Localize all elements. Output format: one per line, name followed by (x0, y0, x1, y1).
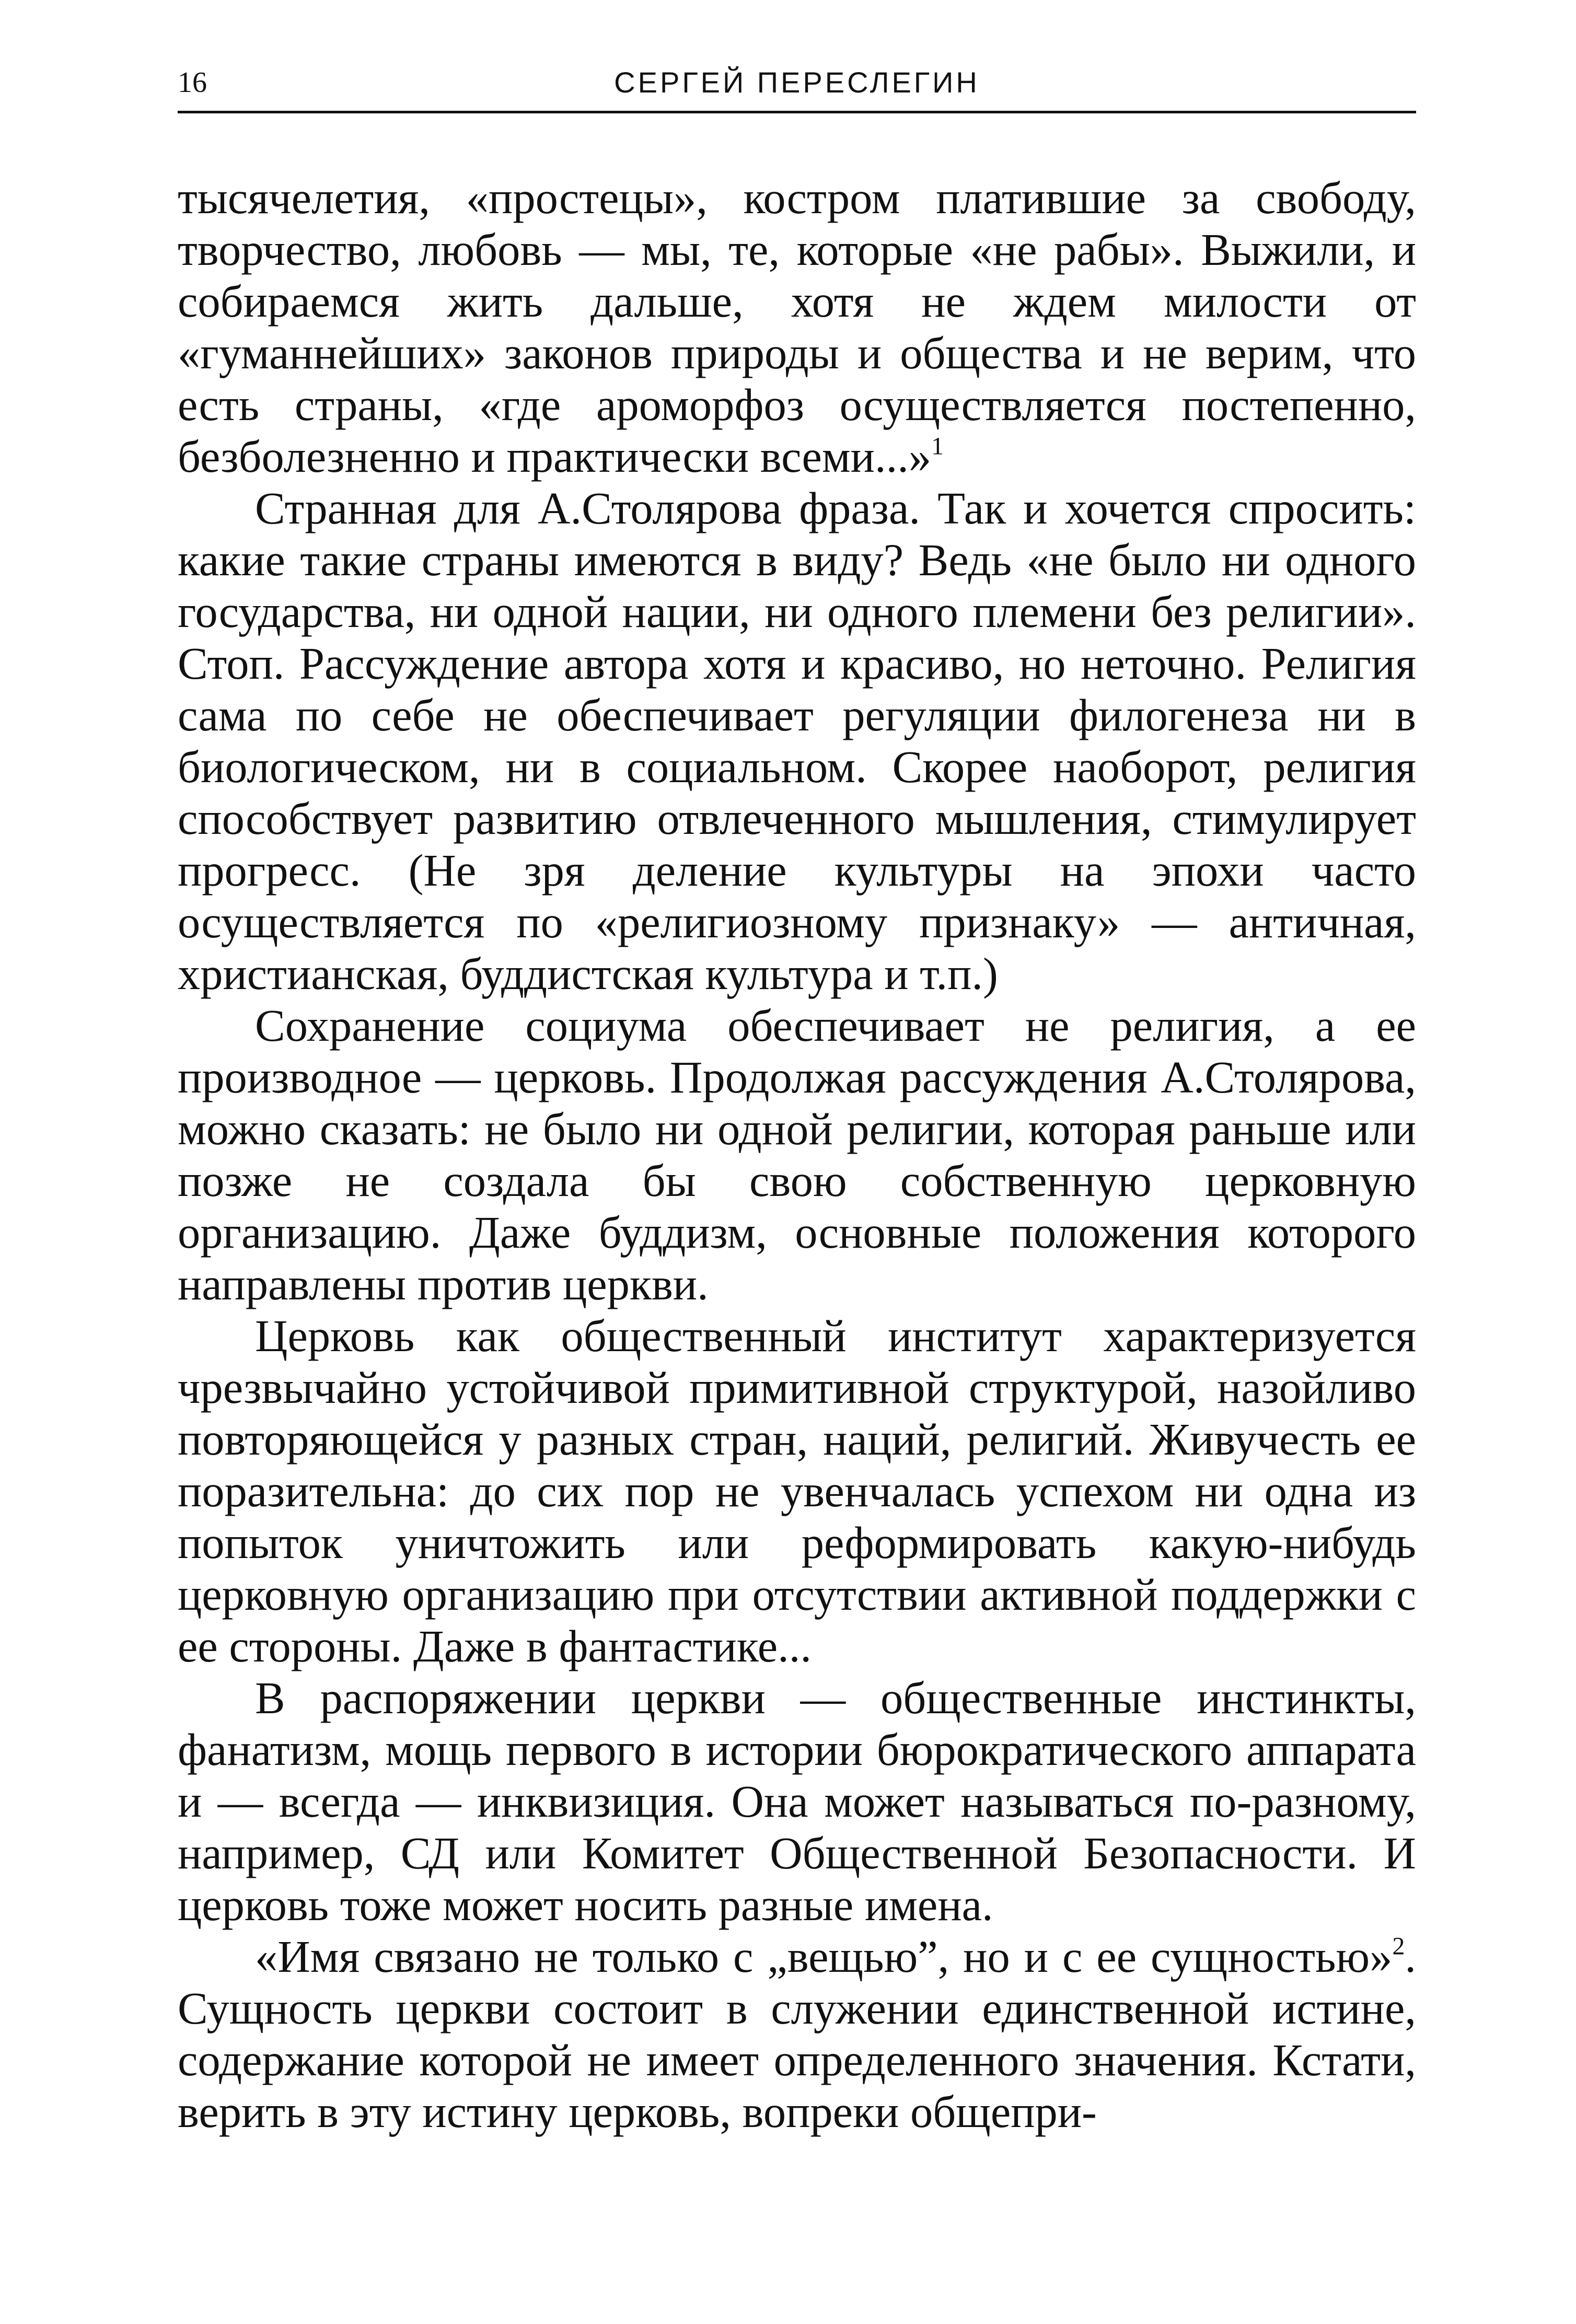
paragraph-text-continuation: . Сущность церкви состоит в служении единственной истине, содержание которой не имеет определенного значения. Кстати, верить в эту истину церковь, вопреки общепри- (178, 1932, 1416, 2137)
footnote-marker: 1 (931, 432, 944, 460)
paragraph (178, 483, 1416, 1000)
paragraph (178, 172, 1416, 483)
page-number: 16 (178, 66, 207, 99)
paragraph (178, 1310, 1416, 1672)
body-text (178, 172, 1416, 2138)
paragraph-text: «Имя связано не только с „вещью”, но и с ее сущностью» (255, 1932, 1393, 1982)
running-head (178, 62, 1416, 109)
running-head-author: СЕРГЕЙ ПЕРЕСЛЕГИН (614, 66, 980, 99)
paragraph-text: тысячелетия, «простецы», костром платившие за свободу, творчество, любовь — мы, те, которые «не рабы». Выжили, и собираемся жить дальше, хотя не ждем милости от «гуманнейших» законов природы и общества и не верим, что есть страны, «где ароморфоз осуществляется постепенно, безболезненно и практически всеми...» (178, 173, 1416, 482)
paragraph-text: В распоряжении церкви — общественные инстинкты, фанатизм, мощь первого в истории бюрократического аппарата и — всегда — инквизиция. Она может называться по-разному, например, СД или Комитет Общественной Безопасности. И церковь тоже может носить разные имена. (178, 1673, 1416, 1930)
paragraph (178, 1000, 1416, 1310)
paragraph (178, 1672, 1416, 1931)
header-rule (178, 111, 1416, 113)
footnote-marker: 2 (1392, 1932, 1405, 1960)
paragraph-text: Сохранение социума обеспечивает не религия, а ее производное — церковь. Продолжая рассуждения А.Столярова, можно сказать: не было ни одной религии, которая раньше или позже не создала бы свою собственную церковную организацию. Даже буддизм, основные положения которого направлены против церкви. (178, 1001, 1416, 1309)
paragraph-text: Странная для А.Столярова фраза. Так и хочется спросить: какие такие страны имеются в виду? Ведь «не было ни одного государства, ни одной нации, ни одного племени без религии». Стоп. Рассуждение автора хотя и красиво, но неточно. Религия сама по себе не обеспечивает регуляции филогенеза ни в биологическом, ни в социальном. Скорее наоборот, религия способствует развитию отвлеченного мышления, стимулирует прогресс. (Не зря деление культуры на эпохи часто осуществляется по «религиозному признаку» — античная, христианская, буддистская культура и т.п.) (178, 483, 1416, 999)
paragraph-text: Церковь как общественный институт характеризуется чрезвычайно устойчивой примитивной структурой, назойливо повторяющейся у разных стран, наций, религий. Живучесть ее поразительна: до сих пор не увенчалась успехом ни одна из попыток уничтожить или реформировать какую-нибудь церковную организацию при отсутствии активной поддержки с ее стороны. Даже в фантастике... (178, 1311, 1416, 1671)
paragraph (178, 1931, 1416, 2138)
